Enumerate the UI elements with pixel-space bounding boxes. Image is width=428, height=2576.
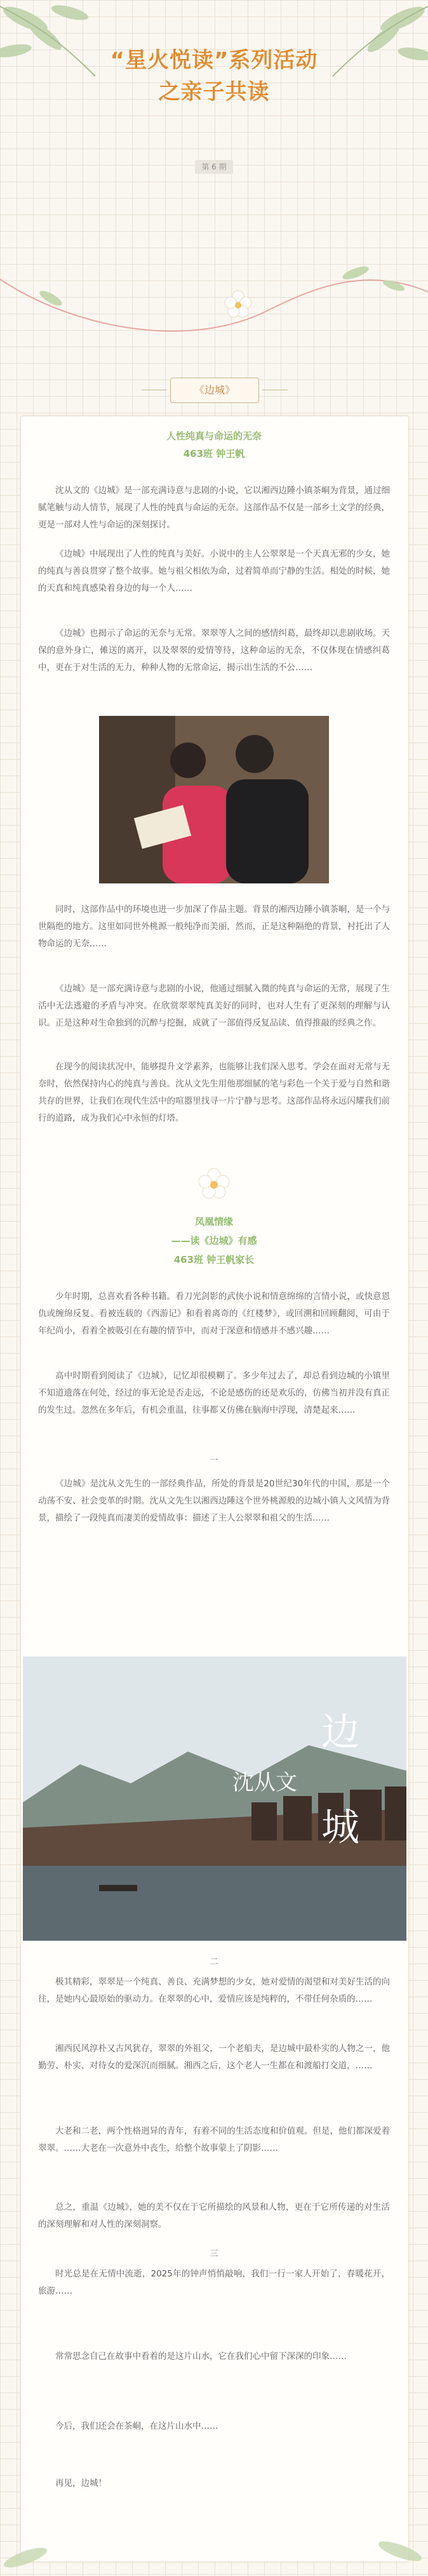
roman-numeral: 二	[210, 1957, 218, 1967]
article2-paragraph: 再见，边城！	[55, 2478, 107, 2488]
roman-numeral: 三	[210, 2249, 218, 2259]
roman-numeral: 一	[210, 1456, 218, 1465]
svg-text:城: 城	[321, 1806, 359, 1850]
article1-paragraph: 沈从文的《边城》是一部充满诗意与悲剧的小说，它以湘西边陲小镇茶峒为背景，通过细腻笔触与动人情节，展现了人性的纯真与命运的无奈。这部作品不仅是一部乡土文学的经典，更是一部对人性与命运的深刻探讨。	[38, 485, 390, 530]
vine-decoration-icon	[0, 241, 428, 355]
article2-paragraph: 高中时期看到阅读了《边城》，记忆却很模糊了。多少年过去了，却总看到边城的小镇里不知道遗落在何处，经过的事无论是否走远，不论是感伤的还是欢乐的，仿佛当初并没有真正的发生过。忽然在多年后，有机会重温，往事都又仿佛在脑海中浮现，清楚起来……	[38, 1371, 390, 1415]
article2-paragraph: 湘西民风淳朴又古风犹存，翠翠的外祖父，一个老船夫，是边城中最朴实的人物之一，他勤劳、朴实、对待女的爱深沉而细腻。湘西之后，这个老人一生都在和渡船打交道，……	[38, 2044, 390, 2071]
article1-paragraph: 《边城》中展现出了人性的纯真与美好。小说中的主人公翠翠是一个天真无邪的少女，她的纯真与善良贯穿了整个故事。她与祖父相依为命，过着简单而宁静的生活。相处的时候，她的天真和纯真感染着身边的每一个人……	[38, 549, 390, 593]
article2-paragraph: 少年时期，总喜欢看各种书籍。看刀光剑影的武侠小说和情意绵绵的言情小说，或快意恩仇或缠绵反复。看被连载的《西游记》和看着离奇的《红楼梦》，或回溯和回顾翻阅，可由于年纪尚小，看着全被吸引在有趣的情节中，而对于深意和情感并不感兴趣……	[38, 1291, 390, 1336]
svg-text:沈从文: 沈从文	[232, 1770, 297, 1795]
article2-paragraph: 《边城》是沈从文先生的一部经典作品，所处的背景是20世纪30年代的中国，那是一个动荡不安、社会变革的时期。沈从文先生以湘西边陲这个世外桃源般的边城小镇人文风情为背景，描绘了一段纯真而凄美的爱情故事：描述了主人公翠翠和祖父的生活……	[38, 1479, 390, 1523]
issue-badge: 第 6 期	[195, 160, 233, 174]
reading-photo	[99, 716, 329, 883]
article1-paragraph: 《边城》是一部充满诗意与悲剧的小说，他通过细腻入微的纯真与命运的无常，展现了生活中无法逃避的矛盾与冲突。在欣赏翠翠纯真美好的同时，也对人生有了更深刻的理解与认识。正是这种对生命独到的沉醉与挖掘，成就了一部值得反复品读、值得推敲的经典之作。	[38, 984, 390, 1028]
article2-paragraph: 今后，我们还会在茶峒，在这片山水中……	[55, 2421, 218, 2431]
article1-paragraph: 《边城》也揭示了命运的无奈与无常。翠翠等人之间的感情纠葛，最终却以悲剧收场。天保的意外身亡，傩送的离开，以及翠翠的爱情等待，这种命运的无奈，不仅体现在情感纠葛中，更在于对生活的无力，种种人物的无常命运，揭示出生活的不公……	[38, 628, 390, 673]
flower-icon	[196, 1166, 232, 1202]
section-tag: 《边城》	[170, 378, 259, 403]
svg-text:边: 边	[321, 1710, 359, 1755]
article2-heading: 凤凰情缘	[194, 1216, 233, 1227]
article2-paragraph: 极其精彩，翠翠是一个纯真、善良、充满梦想的少女，她对爱情的渴望和对美好生活的向往，是她内心最原始的驱动力。在翠翠的心中，爱情应该是纯粹的，不带任何杂质的……	[38, 1977, 390, 2004]
title-line-2: 之亲子共读	[158, 79, 270, 105]
article2-paragraph: 大老和二老，两个性格迥异的青年，有着不同的生活态度和价值观。但是，他们都深爱着翠翠。……大老在一次意外中丧生，给整个故事蒙上了阴影……	[38, 2126, 390, 2153]
page-title	[0, 44, 428, 108]
title-line-1: “星火悦读”系列活动	[110, 48, 318, 73]
biancheng-photo	[23, 1656, 406, 1941]
article1-paragraph: 在现今的阅读状况中，能够提升文学素养，也能够让我们深入思考。学会在面对无常与无奈时，依然保持内心的纯真与善良。沈从文先生用他那细腻的笔与彩色一个关于爱与自然和谐共存的世界，让我们在现代生活中的喧嚣里找寻一片宁静与思考。这部作品将永远闪耀我们前行的道路，成为我们心中永恒的灯塔。	[38, 1062, 390, 1123]
article2-subheading: ——读《边城》有感	[171, 1235, 257, 1246]
article2-author: 463班 钟王帆家长	[173, 1254, 255, 1265]
leaves-decoration-icon	[0, 2513, 428, 2576]
article1-heading: 人性纯真与命运的无奈	[166, 430, 262, 442]
article1-paragraph: 同时，这部作品中的环境也进一步加深了作品主题。背景的湘西边陲小镇茶峒，是一个与世隔绝的地方。这里如同世外桃源一般纯净而美丽，然而，正是这种隔绝的背景，衬托出了人物命运的无奈……	[38, 904, 390, 949]
article2-paragraph: 时光总是在无情中流逝，2025年的钟声悄悄敲响，我们一行一家人开始了，春暖花开，旅游……	[38, 2269, 390, 2296]
article1-author: 463班 钟王帆	[183, 448, 245, 459]
article2-paragraph: 常常思念自己在故事中看着的是这片山水，它在我们心中留下深深的印象……	[55, 2351, 347, 2361]
flower-icon	[222, 289, 254, 320]
article2-paragraph: 总之，重温《边城》，她的美不仅在于它所描绘的风景和人物，更在于它所传递的对生活的深刻理解和对人性的深刻洞察。	[38, 2202, 390, 2229]
